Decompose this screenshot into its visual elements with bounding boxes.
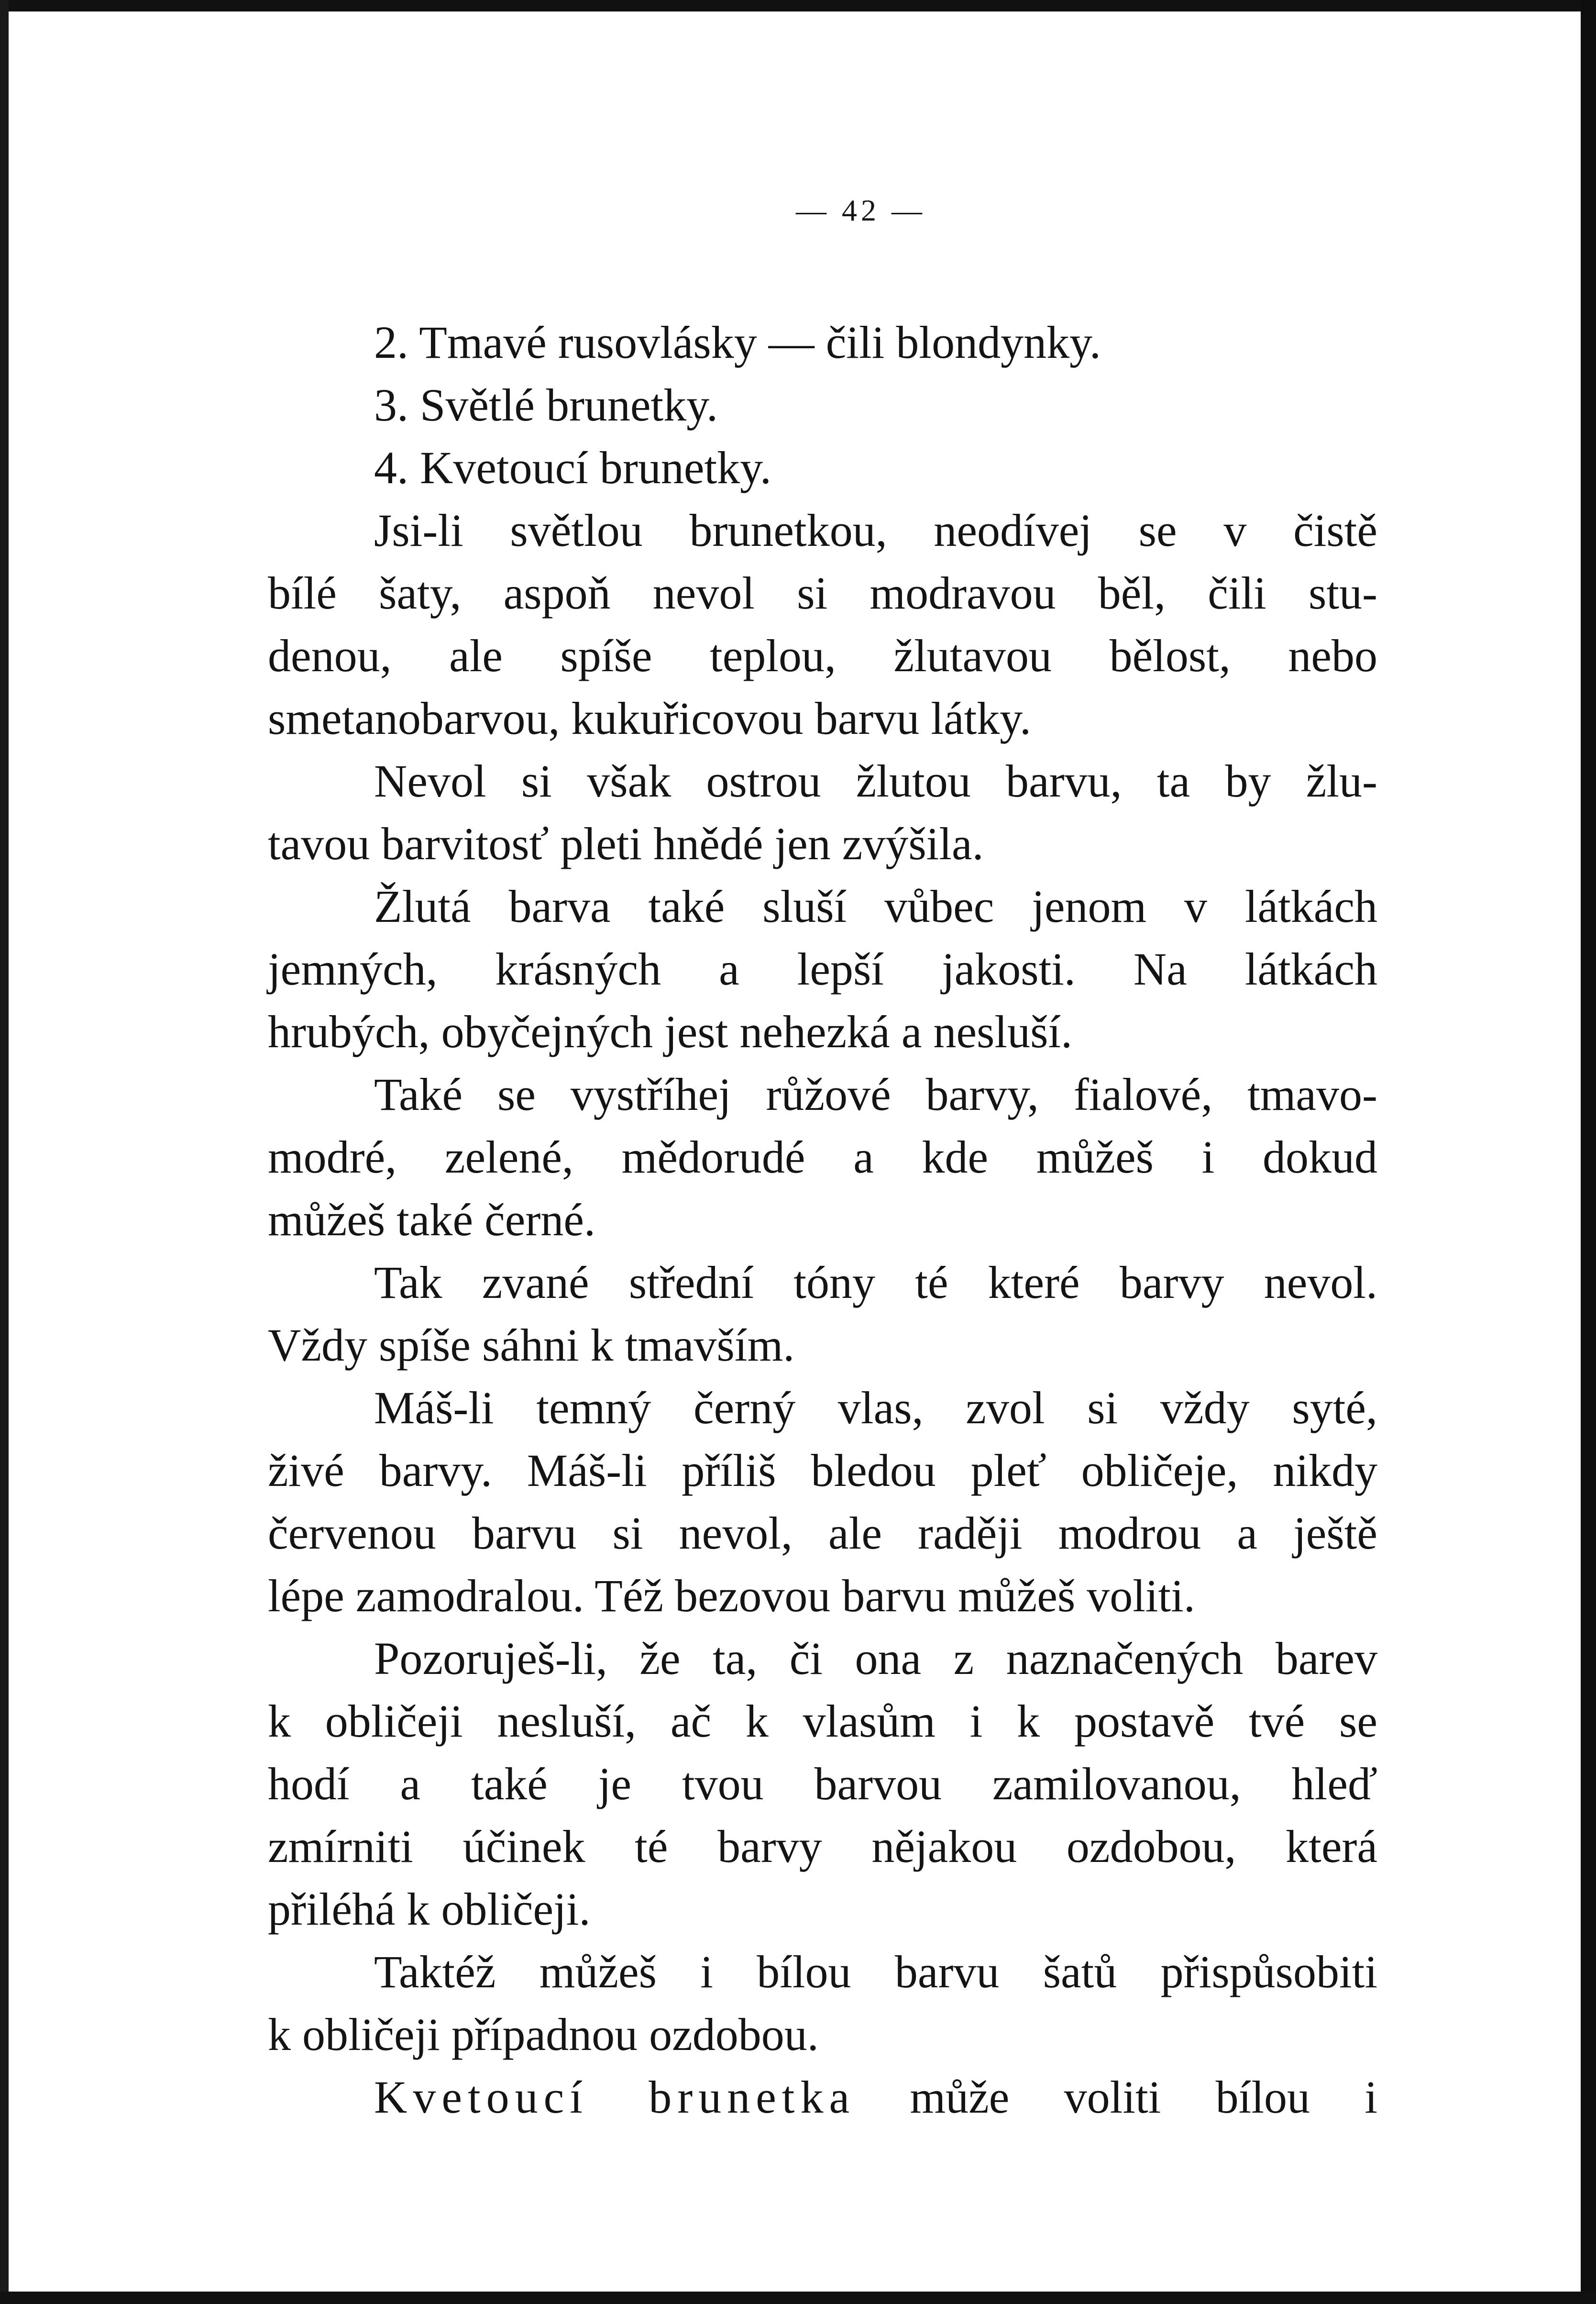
text-line: zmírniti účinek té barvy nějakou ozdobou, která	[268, 1821, 1377, 1872]
text-line: Tak zvané střední tóny té které barvy nevol.	[374, 1257, 1377, 1308]
text-line: Žlutá barva také sluší vůbec jenom v látkách	[374, 881, 1377, 932]
list-item: 2. Tmavé rusovlásky — čili blondynky.	[374, 317, 1101, 368]
text-line-last	[268, 2066, 1377, 2128]
text-line: denou, ale spíše teplou, žlutavou bělost, nebo	[268, 630, 1377, 681]
text-line: Taktéž můžeš i bílou barvu šatů přispůsobiti	[374, 1946, 1377, 1997]
list-item: 4. Kvetoucí brunetky.	[374, 442, 771, 493]
list-item: 3. Světlé brunetky.	[374, 379, 718, 431]
text-line: hrubých, obyčejných jest nehezká a nesluší.	[268, 1006, 1073, 1057]
text-line: Také se vystříhej růžové barvy, fialové, tmavo-	[374, 1069, 1377, 1120]
text-line: Nevol si však ostrou žlutou barvu, ta by žlu-	[374, 755, 1377, 807]
text-line: k obličeji případnou ozdobou.	[268, 2009, 819, 2060]
text-line: Máš-li temný černý vlas, zvol si vždy syté,	[374, 1382, 1377, 1433]
scan-edge-bottom	[0, 2292, 1596, 2304]
text-line: modré, zelené, mědorudé a kde můžeš i dokud	[268, 1131, 1377, 1183]
text-line: Vždy spíše sáhni k tmavším.	[268, 1319, 795, 1371]
text-line: červenou barvu si nevol, ale raději modrou a ještě	[268, 1507, 1377, 1559]
scan-edge-right	[1581, 0, 1596, 2304]
scan-edge-top	[0, 0, 1596, 11]
text-line: přiléhá k obličeji.	[268, 1883, 591, 1935]
scan-edge-left	[0, 0, 9, 2304]
text-line: jemných, krásných a lepší jakosti. Na látkách	[268, 943, 1377, 995]
text-line: bílé šaty, aspoň nevol si modravou běl, čili stu-	[268, 567, 1377, 619]
book-page	[268, 182, 1377, 2128]
page-number: — 42 —	[796, 193, 926, 227]
text-line: lépe zamodralou. Též bezovou barvu můžeš voliti.	[268, 1570, 1195, 1621]
text-line: k obličeji nesluší, ač k vlasům i k postavě tvé se	[268, 1695, 1377, 1747]
text-fragment: může voliti bílou i	[910, 2071, 1378, 2123]
text-line: Jsi-li světlou brunetkou, neodívej se v čistě	[374, 505, 1377, 556]
text-line: smetanobarvou, kukuřicovou barvu látky.	[268, 693, 1032, 744]
text-line: hodí a také je tvou barvou zamilovanou, hleď	[268, 1758, 1377, 1809]
text-line: tavou barvitosť pleti hnědé jen zvýšila.	[268, 818, 984, 869]
spaced-phrase: Kvetoucí brunetka	[374, 2071, 856, 2123]
text-line: živé barvy. Máš-li příliš bledou pleť obličeje, nikdy	[268, 1445, 1377, 1496]
text-line: Pozoruješ-li, že ta, či ona z naznačených barev	[374, 1633, 1377, 1684]
text-line: můžeš také černé.	[268, 1194, 595, 1245]
